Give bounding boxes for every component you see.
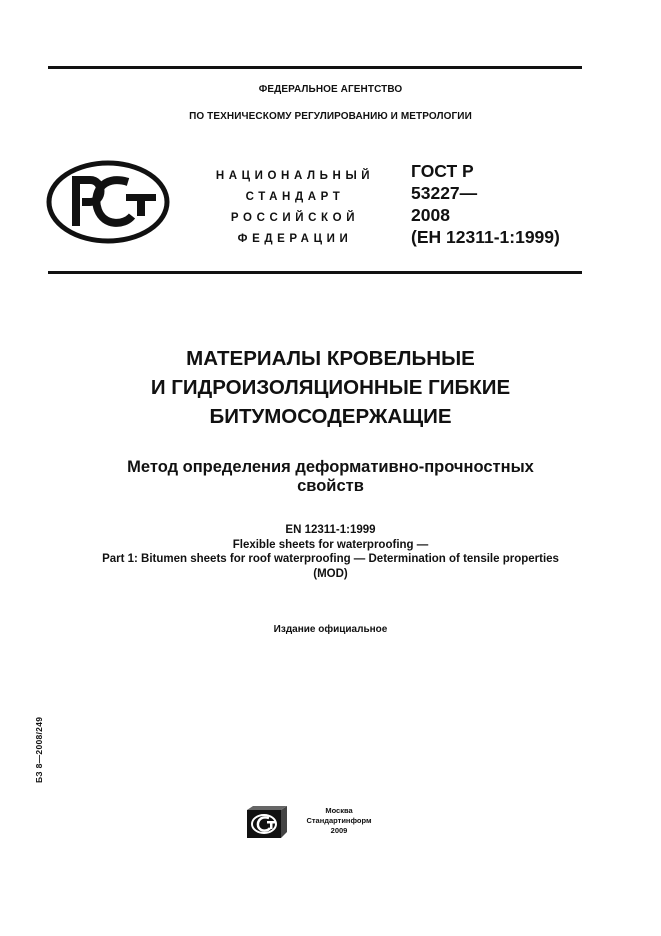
document-subtitle	[0, 458, 661, 496]
top-divider	[48, 66, 582, 69]
national-standard-label	[200, 166, 390, 250]
title-line: БИТУМОСОДЕРЖАЩИЕ	[209, 405, 452, 428]
title-line: И ГИДРОИЗОЛЯЦИОННЫЕ ГИБКИЕ	[150, 376, 511, 399]
en-reference-line: Part 1: Bitumen sheets for roof waterproofing — Determination of tensile properties	[102, 553, 559, 565]
standard-number: 53227—	[411, 183, 478, 203]
national-standard-line: РОССИЙСКОЙ	[230, 212, 360, 224]
subtitle-line: Метод определения деформативно-прочностных	[127, 458, 534, 476]
national-standard-line: НАЦИОНАЛЬНЫЙ	[215, 170, 375, 182]
edition-label: Издание официальное	[273, 624, 388, 635]
middle-divider	[48, 271, 582, 274]
standard-en-equivalent: (ЕН 12311-1:1999)	[411, 227, 560, 247]
national-standard-line: ФЕДЕРАЦИИ	[237, 233, 353, 245]
title-line: МАТЕРИАЛЫ КРОВЕЛЬНЫЕ	[186, 347, 475, 370]
publisher-info	[294, 806, 384, 836]
agency-name-line-1: ФЕДЕРАЛЬНОЕ АГЕНТСТВО	[258, 84, 403, 95]
publisher-name: Стандартинформ	[306, 816, 372, 825]
subtitle-line: свойств	[297, 477, 364, 495]
en-reference-line: EN 12311-1:1999	[285, 524, 376, 536]
standard-designation	[411, 160, 560, 248]
agency-name-line-2: ПО ТЕХНИЧЕСКОМУ РЕГУЛИРОВАНИЮ И МЕТРОЛОГИИ	[189, 111, 472, 122]
publisher-year: 2009	[330, 826, 348, 835]
en-reference-line: Flexible sheets for waterproofing —	[232, 538, 429, 551]
document-title	[0, 344, 661, 431]
publisher-city: Москва	[325, 806, 353, 815]
standartinform-logo-icon	[247, 806, 287, 838]
national-standard-line: СТАНДАРТ	[245, 191, 345, 203]
side-catalog-code: БЗ 8—2008/249	[34, 716, 44, 783]
standard-year: 2008	[411, 205, 450, 225]
gost-r-logo-icon	[46, 160, 170, 244]
standard-prefix: ГОСТ Р	[411, 161, 474, 181]
en-reference-line: (MOD)	[313, 567, 348, 580]
en-reference	[0, 523, 661, 581]
